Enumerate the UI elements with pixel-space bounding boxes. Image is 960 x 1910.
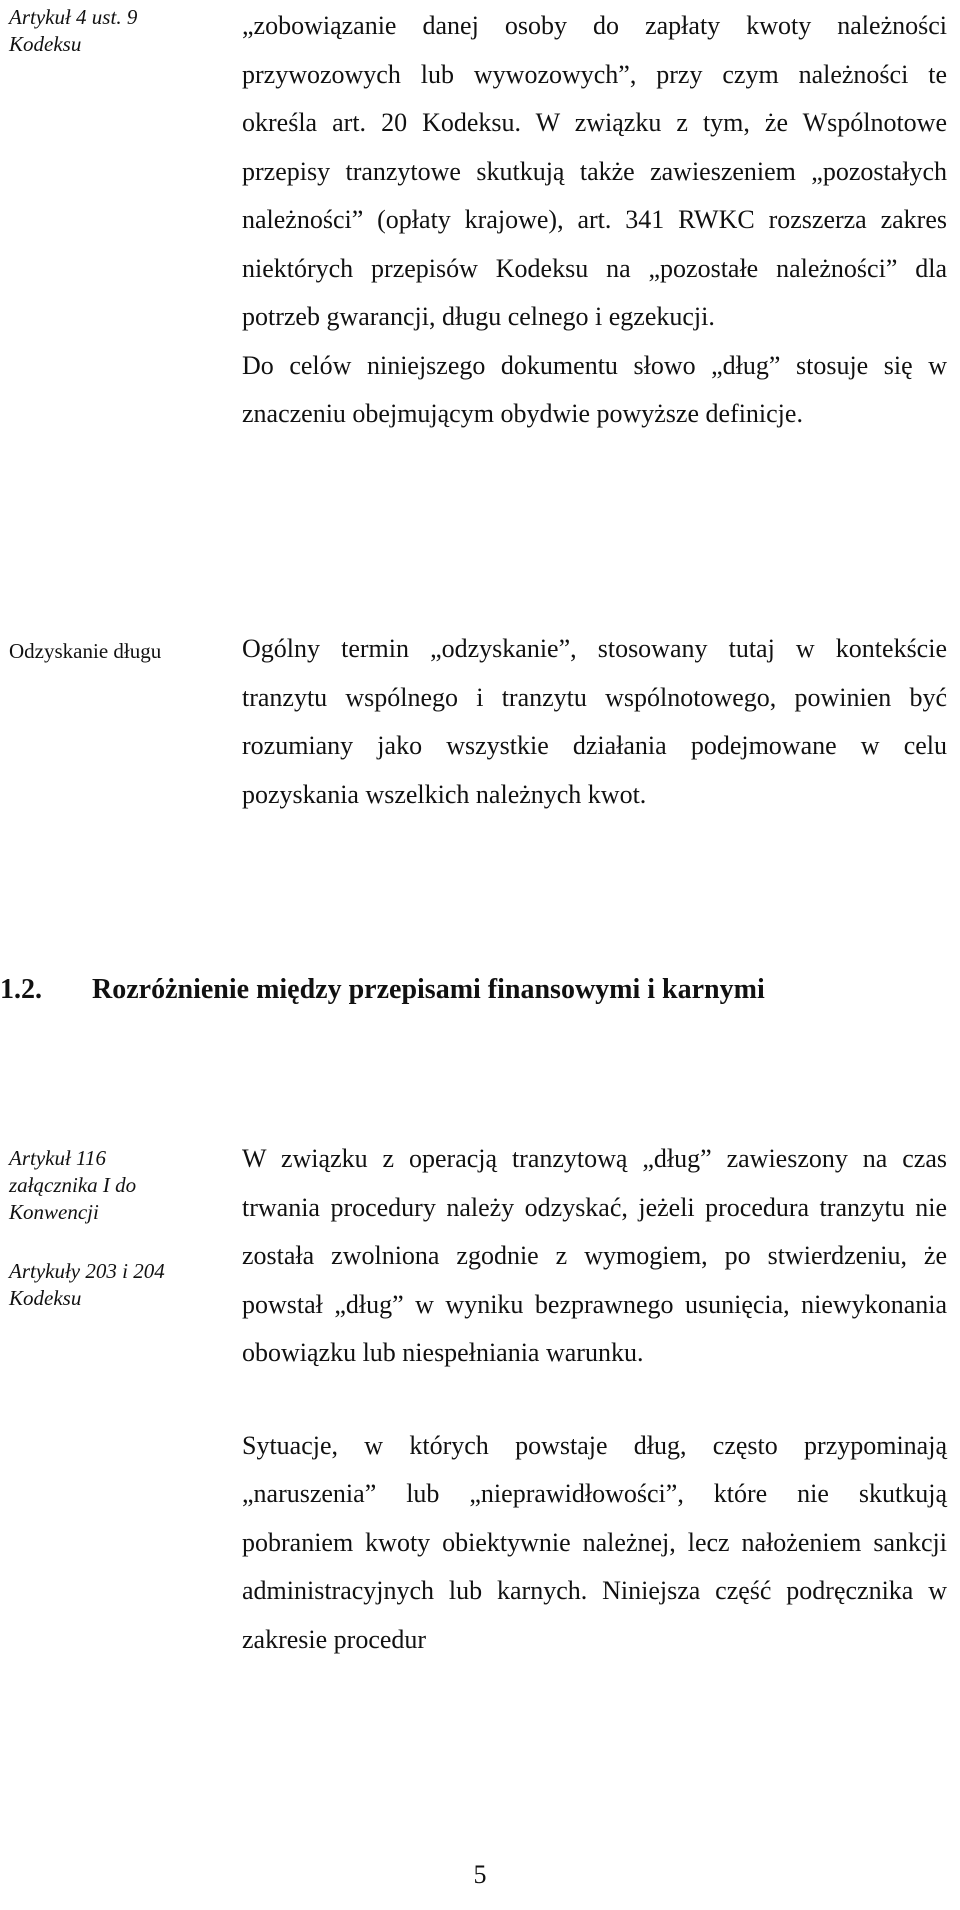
margin-reference-art-4: Artykuł 4 ust. 9 Kodeksu (9, 5, 138, 56)
section-number: 1.2. (0, 974, 42, 1005)
margin-reference-art-203-204: Artykuły 203 i 204 Kodeksu (9, 1259, 165, 1310)
debt-situations-paragraph: Sytuacje, w których powstaje dług, często przypominają „naruszenia” lub „nieprawidłowości”, które nie skutkują pobraniem kwoty obiektywnie należnej, lecz nałożeniem sankcji administracyjnych lub karnych. Niniejsza część podręcznika w zakresie procedur (242, 1430, 947, 1654)
debt-term-scope-paragraph: Do celów niniejszego dokumentu słowo „dług” stosuje się w znaczeniu obejmującym obydwie powyższe definicje. (242, 350, 947, 428)
page-number: 5 (473, 1860, 487, 1889)
margin-label-debt-recovery: Odzyskanie długu (9, 639, 162, 663)
recovery-definition-paragraph: Ogólny termin „odzyskanie”, stosowany tutaj w kontekście tranzytu wspólnego i tranzytu wspólnotowego, powinien być rozumiany jako wszystkie działania podejmowane w celu pozyskania wszelkich należnych kwot. (242, 634, 947, 809)
debt-definition-block (242, 2, 947, 439)
margin-reference-art-116: Artykuł 116 załącznika I do Konwencji (9, 1146, 137, 1224)
transit-debt-paragraph: W związku z operacją tranzytową „dług” zawieszony na czas trwania procedury należy odzyskać, jeżeli procedura tranzytu nie została zwolniona zgodnie z wymogiem, po stwierdzeniu, że powstał „dług” w wyniku bezprawnego usunięcia, niewykonania obowiązku lub niespełniania warunku. (242, 1144, 947, 1367)
section-title: Rozróżnienie między przepisami finansowymi i karnymi (92, 974, 765, 1005)
transit-debt-block (242, 1135, 947, 1664)
recovery-definition-block (242, 625, 947, 819)
debt-definition-paragraph: „zobowiązanie danej osoby do zapłaty kwoty należności przywozowych lub wywozowych”, przy czym należności te określa art. 20 Kodeksu. W związku z tym, że Wspólnotowe przepisy tranzytowe skutkują także zawieszeniem „pozostałych należności” (opłaty krajowe), art. 341 RWKC rozszerza zakres niektórych przepisów Kodeksu na „pozostałe należności” dla potrzeb gwarancji, długu celnego i egzekucji. (242, 11, 947, 331)
